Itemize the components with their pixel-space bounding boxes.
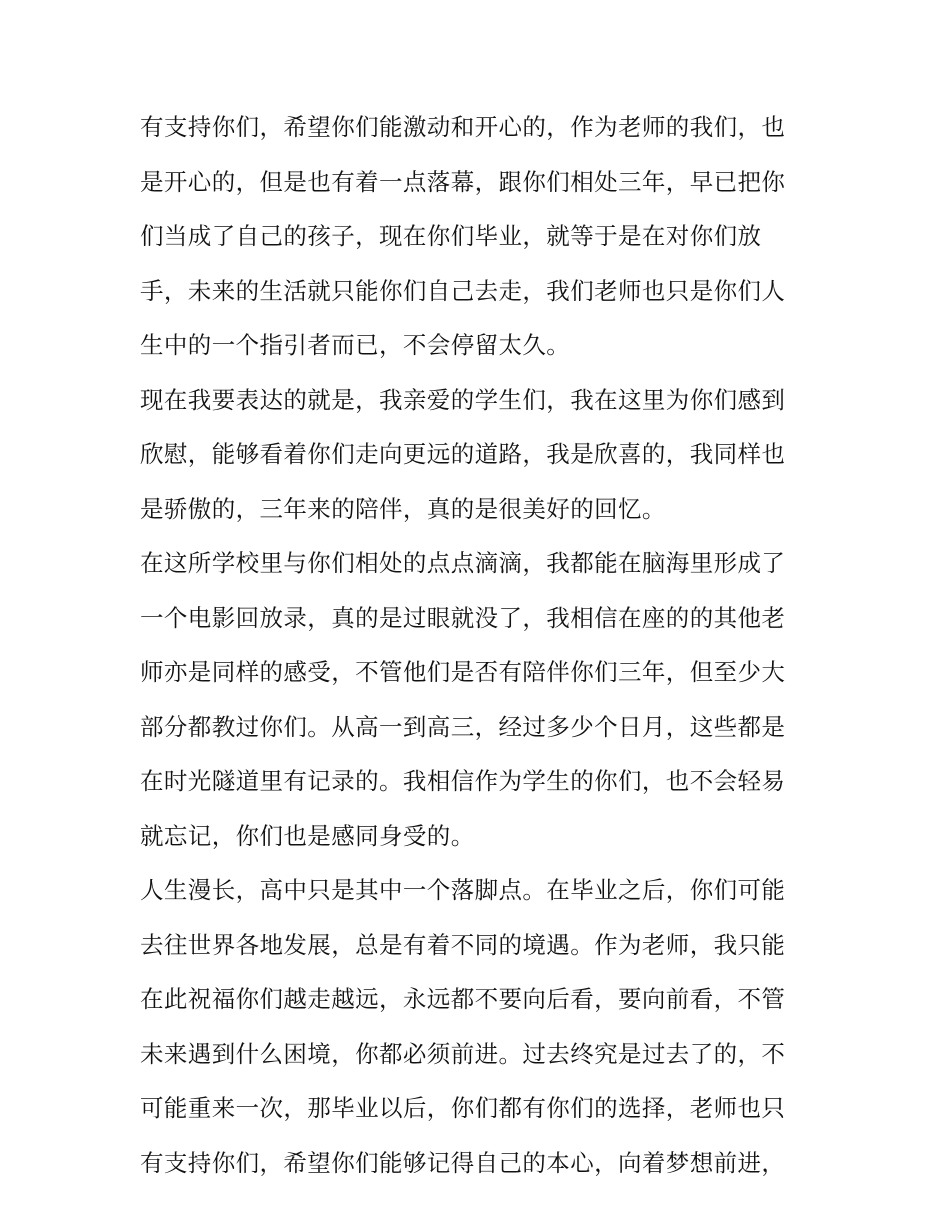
paragraph-4 [140,863,820,1190]
text-line: 们当成了自己的孩子，现在你们毕业，就等于是在对你们放 [140,222,762,250]
paragraph-2 [140,373,820,537]
text-line: 未来遇到什么困境，你都必须前进。过去终究是过去了的，不 [140,1039,786,1068]
text-line: 去往世界各地发展，总是有着不同的境遇。作为老师，我只能 [140,930,786,959]
paragraph-3 [140,536,820,863]
text-line: 生中的一个指引者而已，不会停留太久。 [140,331,571,359]
text-line: 就忘记，你们也是感同身受的。 [140,821,475,850]
text-line: 手，未来的生活就只能你们自己去走，我们老师也只是你们人 [140,276,786,305]
text-line: 在此祝福你们越走越远，永远都不要向后看，要向前看，不管 [140,985,786,1013]
text-line: 是开心的，但是也有着一点落幕，跟你们相处三年，早已把你 [140,167,786,196]
text-line: 现在我要表达的就是，我亲爱的学生们，我在这里为你们感到 [140,385,786,414]
text-line: 是骄傲的，三年来的陪伴，真的是很美好的回忆。 [140,494,666,523]
text-line: 人生漫长，高中只是其中一个落脚点。在毕业之后，你们可能 [140,876,786,904]
text-line: 有支持你们，希望你们能够记得自己的本心，向着梦想前进， [140,1148,786,1177]
text-line: 可能重来一次，那毕业以后，你们都有你们的选择，老师也只 [140,1094,786,1122]
text-line: 在时光隧道里有记录的。我相信作为学生的你们，也不会轻易 [140,767,786,795]
document-body [140,100,820,1190]
text-line: 师亦是同样的感受，不管他们是否有陪伴你们三年，但至少大 [140,658,786,686]
text-line: 欣慰，能够看着你们走向更远的道路，我是欣喜的，我同样也 [140,440,786,468]
text-line: 在这所学校里与你们相处的点点滴滴，我都能在脑海里形成了 [140,549,786,577]
text-line: 一个电影回放录，真的是过眼就没了，我相信在座的的其他老 [140,603,786,632]
paragraph-1 [140,100,820,373]
text-line: 有支持你们，希望你们能激动和开心的，作为老师的我们，也 [140,113,786,141]
text-line: 部分都教过你们。从高一到高三，经过多少个日月，这些都是 [140,712,786,741]
